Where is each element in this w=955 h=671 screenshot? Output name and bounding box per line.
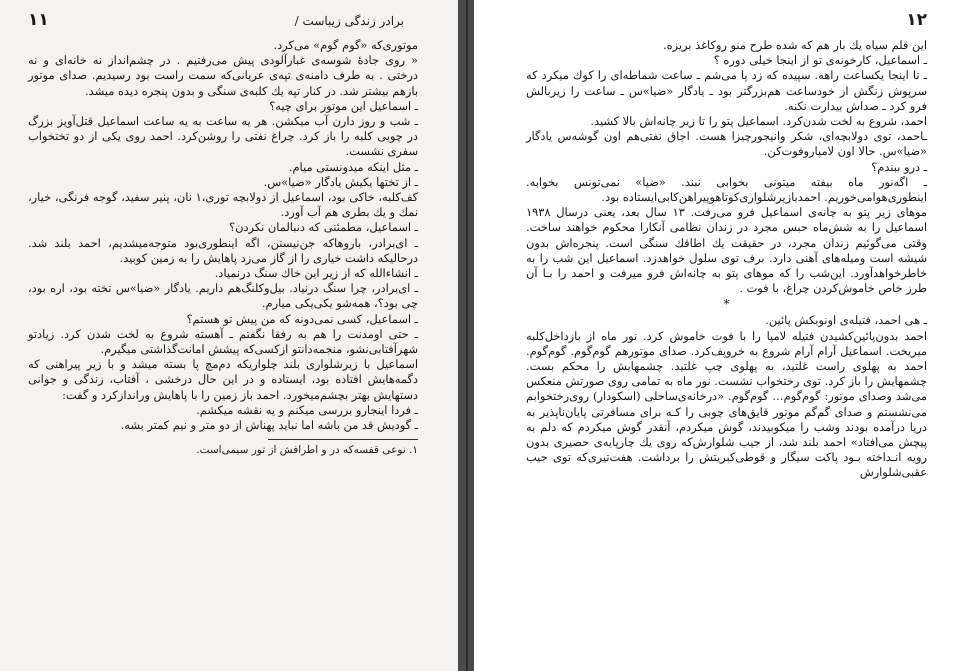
paragraph: ـ شب و روز دارن آب میکشن. هر یه ساعت به یه ساعت اسماعیل قتل‌آویز بزرگ در چوبی کلبه را باز کرد. چراغ نفتی را روشن‌کرد. احمد روی یکی از دو تختخواب سفری نشست. [28, 114, 418, 159]
left-page [0, 0, 458, 671]
paragraph: ـ گودیش قد من باشه اما نباید پهناش از دو متر و نیم کمتر بشه. [120, 418, 418, 433]
paragraph: ـ انشاءالله که از زیر این خاك سنگ درنمیاد. [214, 266, 418, 281]
paragraph: اسماعیل با زیرشلواری بلند چلواریکه دم‌مچ پا بسته میشد و با زیر پیراهنی که دگمه‌هایش افتاده بود، ایستاده و در این حال درخشی ، آفتاب، زندگی و جوانی دستهایش بهتر بچشم‌میخورد. احمد باز زمین را با پاهایش وراندازکرد و گفت: [28, 357, 418, 402]
running-head: برادر زندگی زیباست / [294, 14, 404, 28]
paragraph: ـ اسماعیل این موتور برای چیه؟ [269, 98, 418, 113]
book-gutter-edge [466, 0, 468, 671]
footnote-rule [268, 439, 418, 440]
paragraph: این قلم سیاه یك بار هم که شده طرح منو روکاغذ بریزه. [662, 38, 927, 52]
right-page-header [526, 10, 927, 34]
paragraph: « روی جادهٔ شوسه‌ی غبارآلودی پیش می‌رفتیم . در چشم‌انداز نه خانه‌ای و نه درختی . به طرف دامنه‌ی تپه‌ی عریانی‌که سمت راست بود رسیدیم. صدای موتور بازهم بیشتر شد. در کنار تپه یك کلبه‌ی سنگی و بدون پنجره دیده میشد. [28, 53, 418, 98]
paragraph: ـاحمد، توی دولابچه‌ای، شکر وانیجورچیزا هست. اجاق نفتی‌هم اون گوشه‌س یادگار «ضیا»س. حالا اون لامپاروفوت‌کن. [526, 129, 927, 159]
right-page-number: ۱۲ [906, 10, 927, 30]
left-page-body [28, 38, 418, 433]
paragraph: ـ ای‌برادر، بارو‌هاکه جن‌نیستن، اگه اینطوری‌بود متوجه‌میشدیم، احمد بلند شد. درحالیکه داشت خیاری را از گاز می‌زد پاهایش را به زمین کوبید. [28, 235, 418, 265]
paragraph: ـ اگه‌نور ماه بیفته میتونی بخوابی نبند. «ضیا» نمی‌تونس بخوابه. اینطوری‌هوامی‌خوریم. احمدبازیرشلواری‌کوتاهوپیراهن‌کابی‌ایستاده بود. [526, 174, 927, 205]
right-page-body [526, 38, 927, 481]
paragraph: احمد بدون‌پائین‌کشیدن فتیله لامپا را با فوت خاموش کرد. نور ماه از بازداخل‌کلبه میریخت. اسماعیل آرام آرام شروع به خروپف‌کرد. صدای موتورهم گوم‌گوم. گوم‌گوم. احمد به پهلوی راست غلتید، به پهلوی چپ غلتید. چشمهایش را محکم بست. چشمهایش را باز کرد. توی رختخواب نشست. نور ماه به تمامی روی صورتش منعکس می‌شد وصدای موتور: گوم‌گوم‌… گوم‌گوم. «درخانه‌ی‌ساحلی (اسکودار) روی‌رختخوابم می‌نشستم و صدای گم‌گم موتور قایق‌های چوبی را کـه برای مسافرتی پایان‌ناپذیر به دریا درآمده بودند وشب را میکوبیدند، گوش میکردم، آنقدر گوش میکردم که دلم به پیچش می‌افتاد» احمد بلند شد، از جیب شلوارش‌که روی یك چارپایه‌ی حصیری بدون رویه انـداخته بـود پاکت سیگار و قوطی‌کبریتش را برداشت. هفت‌تیری‌که توی جیب عقبی‌شلوارش [526, 328, 927, 480]
paragraph: ـ مثل اینکه میدونستی میام. [288, 159, 418, 174]
paragraph: احمد، شروع به لخت شدن‌کرد. اسماعیل پتو را تا زیر چانه‌اش بالا کشید. [590, 114, 927, 129]
paragraph: ـ ای‌برادر، چرا سنگ درنیاد. بیل‌وکلنگ‌هم داریم. یادگار «ضیا»س تخته بود، اره بود، چی بود؟، همه‌شو یکی‌یکی میارم. [28, 281, 418, 311]
paragraph: ـ اسماعیل، مطمئنی که دنبالمان نکردن؟ [229, 220, 418, 235]
paragraph: ـ تا اینجا یکساعت راهه. سپیده که زد پا می‌شم ـ ساعت شماطه‌ای را کوك میکرد که سرپوش زنگش از خودساعت هم‌بزرگتر بود ـ یادگار «ضیا»س ـ ساعت را زیربالش فرو کرد ـ صداش بیدارت نکنه. [526, 68, 927, 113]
paragraph: ـ درو ببندم؟ [871, 159, 927, 174]
footnote: ۱. نوعی قفسه‌که در و اطرافش از تور سیمی‌است. [196, 444, 418, 457]
right-page [474, 0, 955, 671]
paragraph: ـ فردا اینجارو بررسی میکنم و یه نقشه میکشم. [196, 402, 418, 417]
paragraph: موتوری‌که «گوم گوم» می‌کرد. [273, 38, 418, 52]
paragraph: ـ حتی اومدنت را هم به رفقا نگفتم ـ آهسته شروع به لخت شدن کرد. زیادتو شهرآفتابی‌نشو، منجمه‌دانتو ازکسی‌که پیشش امانت‌گذاشتی میگیرم. [28, 326, 418, 357]
paragraph: ـ اسماعیل، کسی نمی‌دونه که من پیش تو هستم؟ [186, 311, 418, 326]
left-page-header [28, 10, 418, 34]
paragraph: موهای زیر پتو به چانه‌ی اسماعیل فرو می‌رفت. ۱۳ سال بعد، یعنی درسال ۱۹۳۸ اسماعیل را به شش‌ماه حبس مجرد در زندان نظامی آنکارا محکوم خواهند ساخت. وقتی می‌گوئیم زندان مجرد، در حقیقت یك اطاقك سنگی است. پنجره‌اش بدون شیشه است ومیله‌های آهنی دارد. برف توی سلول خواهدزد. اسماعیل این شب را به خاطرخواهدآورد. این‌شب را که موهای پتو به چانه‌اش فرو میرفت و احمد را بـا آن طرز خاص خاموش‌کردن چراغ، با فوت . [526, 205, 927, 296]
section-separator: * [723, 297, 730, 312]
paragraph: ـ اسماعیل، کارخونه‌ی تو از اینجا خیلی دوره ؟ [713, 53, 927, 68]
paragraph: ـ هی احمد، فتیله‌ی اونوبکش پائین. [765, 313, 927, 328]
paragraph: کف‌کلبه، خاکی بود، اسماعیل از دولابچه توری،۱ نان، پنیر سفید، گوجه فرنگی، خیار، نمك و یك بطری هم آب آورد. [28, 190, 418, 220]
paragraph: ـ از تختها یکیش یادگار «ضیا»س. [263, 174, 418, 189]
left-page-number: ۱۱ [28, 10, 49, 30]
